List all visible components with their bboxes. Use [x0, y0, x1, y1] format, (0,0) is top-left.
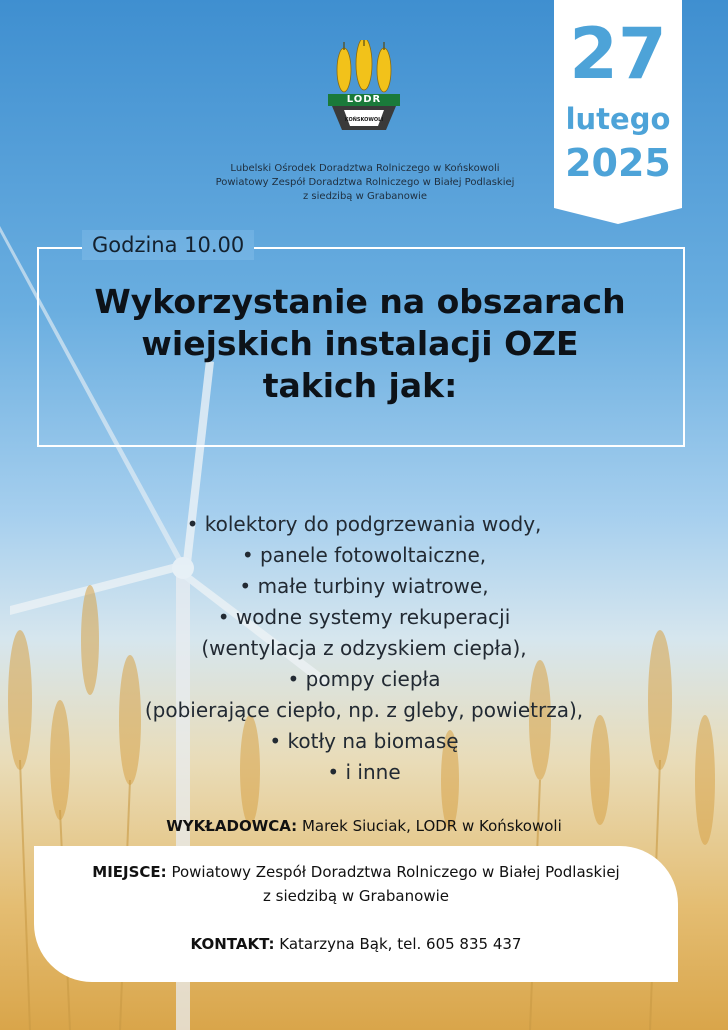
org-line: z siedzibą w Grabanowie — [303, 191, 427, 202]
list-item: • pompy ciepła — [287, 667, 441, 691]
event-title — [40, 281, 680, 407]
organization-info — [140, 162, 590, 204]
logo-subtext: KOŃSKOWOLI — [344, 117, 384, 123]
place-info — [40, 860, 672, 908]
date-year: 2025 — [565, 141, 671, 185]
contact-info — [40, 932, 672, 956]
list-item: • małe turbiny wiatrowe, — [239, 574, 489, 598]
title-line: Wykorzystanie na obszarach — [94, 282, 626, 321]
list-item: • wodne systemy rekuperacji — [217, 605, 511, 629]
title-line: wiejskich instalacji OZE — [141, 324, 579, 363]
lecturer-label: WYKŁADOWCA: — [166, 817, 298, 835]
topics-list — [64, 509, 664, 788]
list-item: • kolektory do podgrzewania wody, — [186, 512, 542, 536]
place-label: MIEJSCE: — [92, 863, 167, 881]
time-label: Godzina 10.00 — [82, 230, 254, 260]
list-item: • kotły na biomasę — [269, 729, 459, 753]
place-value-line2: z siedzibą w Grabanowie — [263, 887, 449, 905]
logo-text: LODR — [346, 94, 382, 105]
org-line: Lubelski Ośrodek Doradztwa Rolniczego w Końskowoli — [230, 163, 500, 174]
title-line: takich jak: — [262, 366, 458, 405]
contact-value: Katarzyna Bąk, tel. 605 835 437 — [279, 935, 522, 953]
list-item: • i inne — [327, 760, 401, 784]
contact-label: KONTAKT: — [190, 935, 275, 953]
list-item: (wentylacja z odzyskiem ciepła), — [201, 636, 527, 660]
date-month: lutego — [565, 102, 671, 136]
lecturer-value: Marek Siuciak, LODR w Końskowoli — [301, 817, 562, 835]
place-value-line1: Powiatowy Zespół Doradztwa Rolniczego w Białej Podlaskiej — [171, 863, 620, 881]
org-line: Powiatowy Zespół Doradztwa Rolniczego w Białej Podlaskiej — [215, 177, 515, 188]
list-item: • panele fotowoltaiczne, — [241, 543, 487, 567]
date-day: 27 — [569, 13, 667, 95]
lecturer-info — [60, 814, 668, 838]
list-item: (pobierające ciepło, np. z gleby, powietrza), — [144, 698, 584, 722]
